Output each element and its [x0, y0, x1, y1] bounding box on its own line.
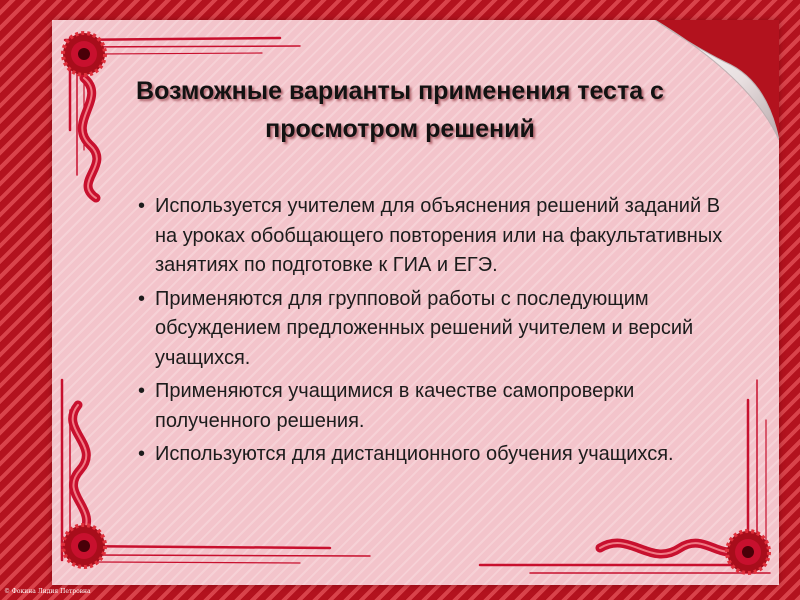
- bullet-icon: •: [138, 380, 146, 402]
- bullet-icon: •: [138, 195, 146, 217]
- bullet-icon: •: [138, 443, 146, 465]
- bullet-text: Применяются для групповой работы с последующим обсуждением предложенных решений учителем и версий учащихся.: [155, 287, 694, 369]
- bullet-icon: •: [138, 287, 146, 310]
- list-item: [138, 192, 738, 281]
- list-item: [138, 285, 738, 374]
- bullet-list: [138, 192, 738, 474]
- author-credit: © Фокина Лидия Петровна: [4, 588, 91, 595]
- bullet-text: Используются для дистанционного обучения учащихся.: [155, 443, 674, 465]
- slide-title: Возможные варианты применения теста с просмотром решений: [136, 77, 664, 143]
- bullet-text: Применяются учащимися в качестве самопроверки полученного решения.: [155, 380, 635, 432]
- bullet-text: Используется учителем для объяснения решений заданий В на уроках обобщающего повторения или на факультативных занятиях по подготовке к ГИА и ЕГЭ.: [155, 195, 723, 276]
- list-item: [138, 377, 738, 436]
- list-item: [138, 440, 738, 470]
